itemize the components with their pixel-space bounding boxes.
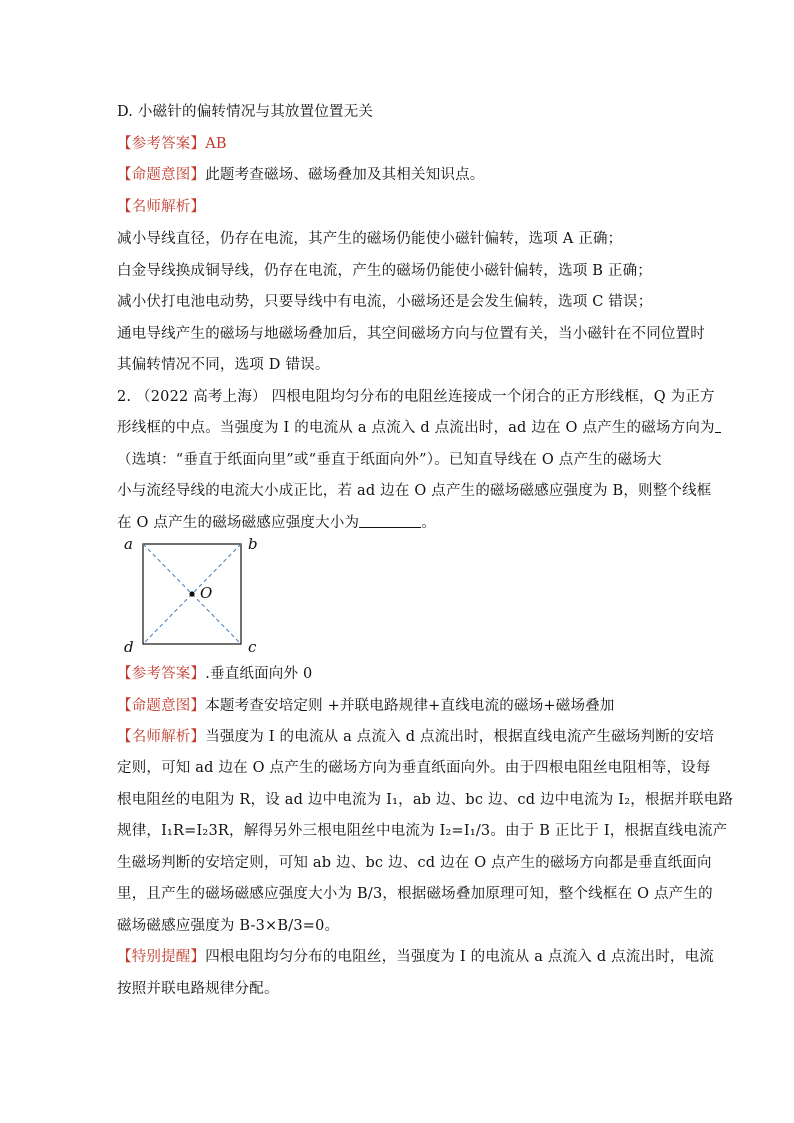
question-2-text: 形线框的中点。当强度为 I 的电流从 a 点流入 d 点流出时，ad 边在 O 点产生的磁场方向为 <box>117 420 715 436</box>
analysis-line: 减小伏打电池电动势，只要导线中有电流，小磁场还是会发生偏转，选项 C 错误； <box>117 294 653 310</box>
intent-text: 本题考查安培定则 +并联电路规律+直线电流的磁场+磁场叠加 <box>205 698 615 714</box>
label-a: a <box>124 535 133 553</box>
answer-value: AB <box>205 136 227 152</box>
answer-2 <box>117 664 312 684</box>
answer-value: .垂直纸面向外 0 <box>205 666 313 682</box>
tip-line: 按照并联电路规律分配。 <box>117 981 279 997</box>
answer-blank <box>715 418 721 433</box>
question-2-period: 。 <box>421 515 436 531</box>
question-2-line <box>117 418 721 438</box>
center-point <box>189 591 194 596</box>
square-frame-diagram <box>118 532 268 656</box>
label-o: O <box>200 584 213 602</box>
intent-text: 此题考查磁场、磁场叠加及其相关知识点。 <box>205 167 485 183</box>
analysis-line: 通电导线产生的磁场与地磁场叠加后，其空间磁场方向与位置有关，当小磁针在不同位置时 <box>117 326 705 342</box>
analysis-tag: 【名师解析】 <box>117 729 206 745</box>
analysis-2-line: 根电阻丝的电阻为 R，设 ad 边中电流为 I₁，ab 边、bc 边、cd 边中电流为 I₂，根据并联电路 <box>117 792 734 808</box>
analysis-2-line: 定则，可知 ad 边在 O 点产生的磁场方向为垂直纸面向外。由于四根电阻丝电阻相等，设每 <box>117 760 711 776</box>
analysis-2-line: 里，且产生的磁场磁感应强度大小为 B/3，根据磁场叠加原理可知，整个线框在 O 点产生的 <box>117 886 713 902</box>
analysis-2-line: 生磁场判断的安培定则，可知 ab 边、bc 边、cd 边在 O 点产生的磁场方向都是垂直纸面向 <box>117 855 712 871</box>
label-d: d <box>124 638 134 656</box>
analysis-line: 白金导线换成铜导线，仍存在电流，产生的磁场仍能使小磁针偏转，选项 B 正确； <box>117 263 652 279</box>
analysis-2-line: 磁场磁感应强度为 B-3×B/3=0。 <box>117 918 340 934</box>
analysis-tag-1 <box>117 197 205 217</box>
question-2-line <box>117 513 436 533</box>
analysis-2-line: 规律，I₁R=I₂3R，解得另外三根电阻丝中电流为 I₂=I₁/3。由于 B 正比于 I，根据直线电流产 <box>117 823 728 839</box>
intent-tag: 【命题意图】 <box>117 167 206 183</box>
label-b: b <box>248 535 258 553</box>
option-d: D. 小磁针的偏转情况与其放置位置无关 <box>117 104 374 120</box>
label-c: c <box>248 638 257 656</box>
analysis-line: 减小导线直径，仍存在电流，其产生的磁场仍能使小磁针偏转，选项 A 正确； <box>117 231 623 247</box>
question-2-text: 在 O 点产生的磁场磁感应强度大小为 <box>117 515 360 531</box>
tip-tag: 【特别提醒】 <box>117 949 206 965</box>
question-2-line: （选填：“垂直于纸面向里”或“垂直于纸面向外”）。已知直导线在 O 点产生的磁场大 <box>117 452 662 468</box>
analysis-line: 其偏转情况不同，选项 D 错误。 <box>117 357 330 373</box>
intent-1 <box>117 165 485 185</box>
answer-blank <box>359 513 421 528</box>
answer-tag: 【参考答案】 <box>117 136 206 152</box>
tip-text: 四根电阻均匀分布的电阻丝，当强度为 I 的电流从 a 点流入 d 点流出时，电流 <box>205 949 715 965</box>
intent-tag: 【命题意图】 <box>117 698 206 714</box>
analysis-text: 当强度为 I 的电流从 a 点流入 d 点流出时，根据直线电流产生磁场判断的安培 <box>205 729 715 745</box>
answer-tag: 【参考答案】 <box>117 666 206 682</box>
answer-1 <box>117 134 227 154</box>
question-2-line: 2. （2022 高考上海） 四根电阻均匀分布的电阻丝连接成一个闭合的正方形线框，Q 为正方 <box>117 389 715 405</box>
question-2-line: 小与流经导线的电流大小成正比，若 ad 边在 O 点产生的磁场磁感应强度为 B，则整个线框 <box>117 483 712 499</box>
analysis-2-line <box>117 727 714 747</box>
analysis-tag: 【名师解析】 <box>117 199 206 215</box>
tip-line <box>117 947 714 967</box>
intent-2 <box>117 696 615 716</box>
